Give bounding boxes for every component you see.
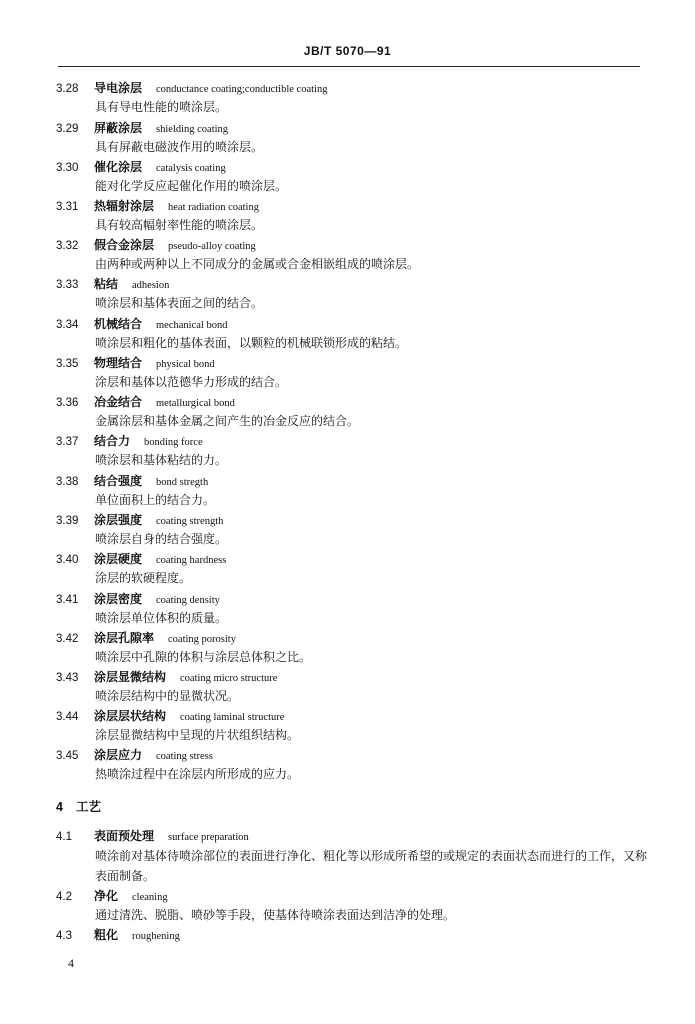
term-definition: 喷涂层结构中的显微状况。 (95, 689, 240, 703)
term-number: 3.39 (56, 515, 79, 527)
term-zh: 导电涂层 (94, 81, 143, 95)
term-number: 3.45 (56, 750, 79, 762)
term-en: physical bond (156, 359, 215, 370)
term-definition: 具有屏蔽电磁波作用的喷涂层。 (95, 140, 264, 154)
term-zh: 热辐射涂层 (94, 199, 155, 213)
term-zh: 假合金涂层 (94, 238, 155, 252)
term-en: roughening (132, 931, 180, 942)
term-definition: 喷涂层中孔隙的体积与涂层总体积之比。 (95, 650, 312, 664)
term-number: 3.33 (56, 279, 79, 291)
term-zh: 结合力 (94, 434, 131, 448)
term-number: 3.35 (56, 358, 79, 370)
term-definition: 通过清洗、脱脂、喷砂等手段，使基体待喷涂表面达到洁净的处理。 (95, 908, 456, 922)
term-en: coating hardness (156, 555, 227, 566)
term-number: 3.38 (56, 476, 79, 488)
term-number: 3.44 (56, 711, 79, 723)
section-heading (56, 797, 101, 817)
term-zh: 涂层显微结构 (94, 670, 167, 684)
header-rule (58, 66, 640, 67)
term-en: coating density (156, 595, 220, 606)
term-3-40 (56, 549, 226, 569)
term-number: 3.34 (56, 319, 79, 331)
term-definition: 单位面积上的结合力。 (95, 493, 216, 507)
term-zh: 粘结 (94, 277, 119, 291)
term-zh: 表面预处理 (94, 829, 155, 843)
term-zh: 屏蔽涂层 (94, 121, 143, 135)
term-en: surface preparation (168, 832, 249, 843)
term-definition: 金属涂层和基体金属之间产生的冶金反应的结合。 (95, 414, 360, 428)
term-en: coating laminal structure (180, 712, 285, 723)
term-number: 3.29 (56, 123, 79, 135)
term-number: 3.42 (56, 633, 79, 645)
section-number: 4 (56, 800, 63, 814)
term-en: mechanical bond (156, 320, 228, 331)
term-3-38 (56, 471, 208, 491)
term-en: pseudo-alloy coating (168, 241, 256, 252)
term-3-32 (56, 235, 256, 255)
term-3-37 (56, 431, 203, 451)
term-number: 3.41 (56, 594, 79, 606)
term-en: metallurgical bond (156, 398, 235, 409)
term-zh: 涂层孔隙率 (94, 631, 155, 645)
term-en: catalysis coating (156, 163, 226, 174)
term-number: 3.28 (56, 83, 79, 95)
term-zh: 催化涂层 (94, 160, 143, 174)
term-definition: 涂层显微结构中呈现的片状组织结构。 (95, 728, 300, 742)
term-3-36 (56, 392, 235, 412)
term-definition: 热喷涂过程中在涂层内所形成的应力。 (95, 767, 300, 781)
term-3-45 (56, 745, 213, 765)
term-number: 3.30 (56, 162, 79, 174)
term-definition: 喷涂层自身的结合强度。 (95, 532, 228, 546)
term-definition: 喷涂层单位体积的质量。 (95, 611, 228, 625)
term-definition: 喷涂前对基体待喷涂部位的表面进行净化、粗化等以形成所希望的或规定的表面状态而进行的工作，又称表面制备。 (95, 849, 648, 883)
term-zh: 物理结合 (94, 356, 143, 370)
term-zh: 涂层密度 (94, 592, 143, 606)
term-en: bonding force (144, 437, 203, 448)
term-number: 3.37 (56, 436, 79, 448)
term-number: 3.32 (56, 240, 79, 252)
term-en: cleaning (132, 892, 168, 903)
term-number: 3.36 (56, 397, 79, 409)
term-zh: 涂层硬度 (94, 552, 143, 566)
term-zh: 涂层强度 (94, 513, 143, 527)
term-en: shielding coating (156, 124, 229, 135)
term-zh: 涂层层状结构 (94, 709, 167, 723)
term-3-29 (56, 118, 228, 138)
term-zh: 净化 (94, 889, 119, 903)
term-definition: 由两种或两种以上不同成分的金属或合金相嵌组成的喷涂层。 (95, 257, 420, 271)
term-en: heat radiation coating (168, 202, 259, 213)
term-number: 3.31 (56, 201, 79, 213)
term-number: 3.40 (56, 554, 79, 566)
term-en: bond stregth (156, 477, 209, 488)
term-definition: 具有导电性能的喷涂层。 (95, 100, 228, 114)
term-3-35 (56, 353, 215, 373)
page-number: 4 (68, 956, 74, 970)
term-3-43 (56, 667, 277, 687)
term-number: 3.43 (56, 672, 79, 684)
term-en: conductance coating;conductible coating (156, 84, 328, 95)
term-definition: 喷涂层和基体粘结的力。 (95, 453, 228, 467)
term-3-39 (56, 510, 223, 530)
term-3-44 (56, 706, 284, 726)
term-4-3 (56, 925, 180, 945)
term-zh: 机械结合 (94, 317, 143, 331)
term-zh: 结合强度 (94, 474, 143, 488)
term-3-41 (56, 589, 220, 609)
term-3-33 (56, 274, 169, 294)
term-definition: 涂层的软硬程度。 (95, 571, 192, 585)
term-en: coating strength (156, 516, 224, 527)
term-3-28 (56, 78, 327, 98)
term-definition: 具有较高幅射率性能的喷涂层。 (95, 218, 264, 232)
term-en: coating micro structure (180, 673, 278, 684)
term-3-30 (56, 157, 226, 177)
term-number: 4.3 (56, 930, 72, 942)
term-zh: 粗化 (94, 928, 119, 942)
term-en: coating stress (156, 751, 213, 762)
term-3-42 (56, 628, 236, 648)
term-3-31 (56, 196, 259, 216)
document-code-header: JB/T 5070—91 (303, 44, 392, 58)
term-definition: 涂层和基体以范德华力形成的结合。 (95, 375, 288, 389)
term-definition: 喷涂层和粗化的基体表面，以颗粒的机械联锁形成的粘结。 (95, 336, 408, 350)
term-zh: 冶金结合 (94, 395, 143, 409)
term-definition: 能对化学反应起催化作用的喷涂层。 (95, 179, 288, 193)
term-4-2 (56, 886, 168, 906)
term-4-1 (56, 826, 249, 846)
section-title: 工艺 (76, 799, 102, 814)
term-definition: 喷涂层和基体表面之间的结合。 (95, 296, 264, 310)
term-number: 4.1 (56, 831, 72, 843)
term-number: 4.2 (56, 891, 72, 903)
term-en: coating porosity (168, 634, 236, 645)
term-3-34 (56, 314, 227, 334)
term-zh: 涂层应力 (94, 748, 143, 762)
term-en: adhesion (132, 280, 170, 291)
